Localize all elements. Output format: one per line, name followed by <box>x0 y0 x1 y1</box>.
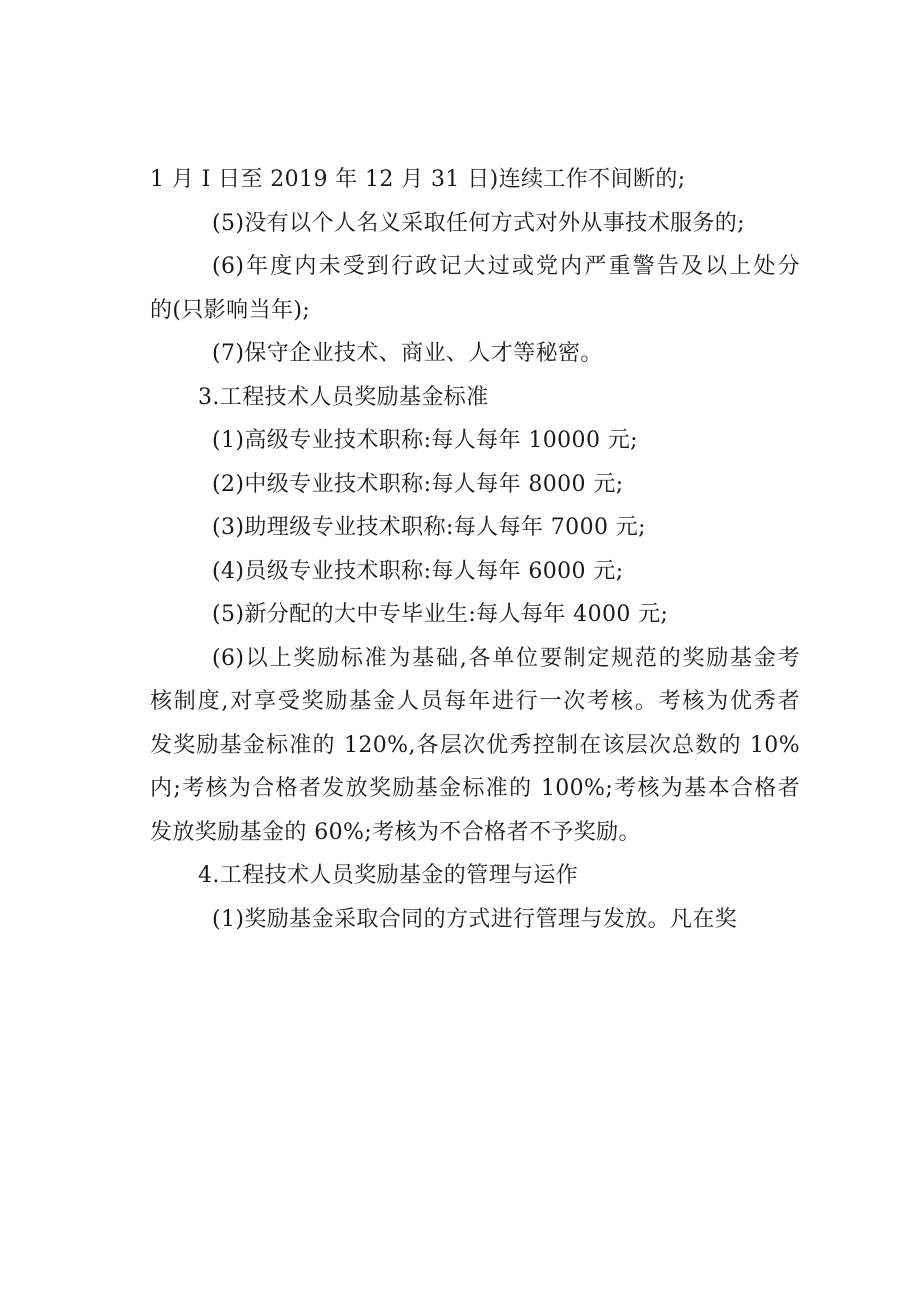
list-item: (2)中级专业技术职称:每人每年 8000 元; <box>212 471 624 497</box>
list-item: (6)年度内未受到行政记大过或党内严重警告及以上处分 <box>212 254 800 279</box>
text-line: 发放奖励基金的 60%;考核为不合格者不予奖励。 <box>150 819 641 845</box>
list-item: (3)助理级专业技术职称:每人每年 7000 元; <box>212 515 646 540</box>
list-item: (1)高级专业技术职称:每人每年 10000 元; <box>212 428 638 453</box>
section-heading: 4.工程技术人员奖励基金的管理与运作 <box>198 863 579 888</box>
list-item: (1)奖励基金采取合同的方式进行管理与发放。凡在奖 <box>212 906 738 932</box>
list-item: (6)以上奖励标准为基础,各单位要制定规范的奖励基金考 <box>212 645 800 671</box>
list-item: (4)员级专业技术职称:每人每年 6000 元; <box>212 558 624 584</box>
document-body <box>150 158 800 941</box>
list-item: (7)保守企业技术、商业、人才等秘密。 <box>212 341 603 366</box>
list-item: (5)新分配的大中专毕业生:每人每年 4000 元; <box>212 602 669 627</box>
list-item: (5)没有以个人名义采取任何方式对外从事技术服务的; <box>212 210 745 236</box>
text-line: 发奖励基金标准的 120%,各层次优秀控制在该层次总数的 10% <box>150 732 800 758</box>
text-line: 核制度,对享受奖励基金人员每年进行一次考核。考核为优秀者 <box>150 689 800 714</box>
section-heading: 3.工程技术人员奖励基金标准 <box>198 384 489 410</box>
text-line: 1 月 I 日至 2019 年 12 月 31 日)连续工作不间断的; <box>150 167 686 192</box>
text-line: 内;考核为合格者发放奖励基金标准的 100%;考核为基本合格者 <box>150 776 800 801</box>
text-line: 的(只影响当年); <box>150 297 311 323</box>
